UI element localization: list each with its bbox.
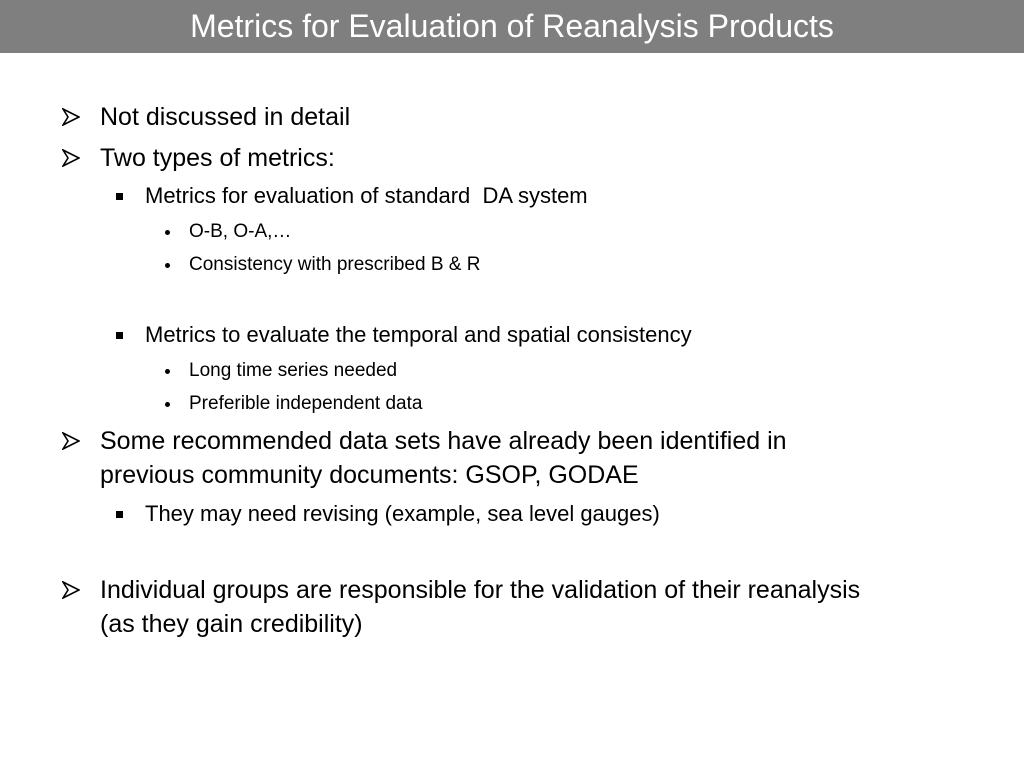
arrowhead-bullet-icon [62,432,80,450]
arrowhead-bullet-icon [62,149,80,167]
dot-bullet-icon [165,369,170,374]
slide-title: Metrics for Evaluation of Reanalysis Products [190,8,834,44]
square-bullet-icon [116,332,123,339]
bullet-ob-oa: O-B, O-A,… [189,221,292,242]
square-bullet-icon [116,511,123,518]
bullet-standard-da: Metrics for evaluation of standard DA system [145,183,588,208]
title-bar [0,0,1024,53]
dot-bullet-icon [165,263,170,268]
bullet-individual-groups: Individual groups are responsible for the validation of their reanalysis [100,576,861,604]
arrowhead-bullet-icon [62,108,80,126]
bullet-recommended-datasets: Some recommended data sets have already been identified in [100,427,787,455]
dot-bullet-icon [165,402,170,407]
bullet-individual-groups-cont: (as they gain credibility) [100,610,363,638]
bullet-consistency-b-r: Consistency with prescribed B & R [189,254,481,275]
dot-bullet-icon [165,230,170,235]
bullet-recommended-datasets-cont: previous community documents: GSOP, GODAE [100,461,639,489]
arrowhead-bullet-icon [62,581,80,599]
bullet-long-time-series: Long time series needed [189,360,398,381]
bullet-two-types: Two types of metrics: [100,144,335,172]
bullet-may-need-revising: They may need revising (example, sea level gauges) [145,501,660,526]
square-bullet-icon [116,193,123,200]
bullet-not-discussed: Not discussed in detail [100,103,351,131]
bullet-temporal-spatial: Metrics to evaluate the temporal and spatial consistency [145,322,692,347]
bullet-independent-data: Preferible independent data [189,393,423,414]
